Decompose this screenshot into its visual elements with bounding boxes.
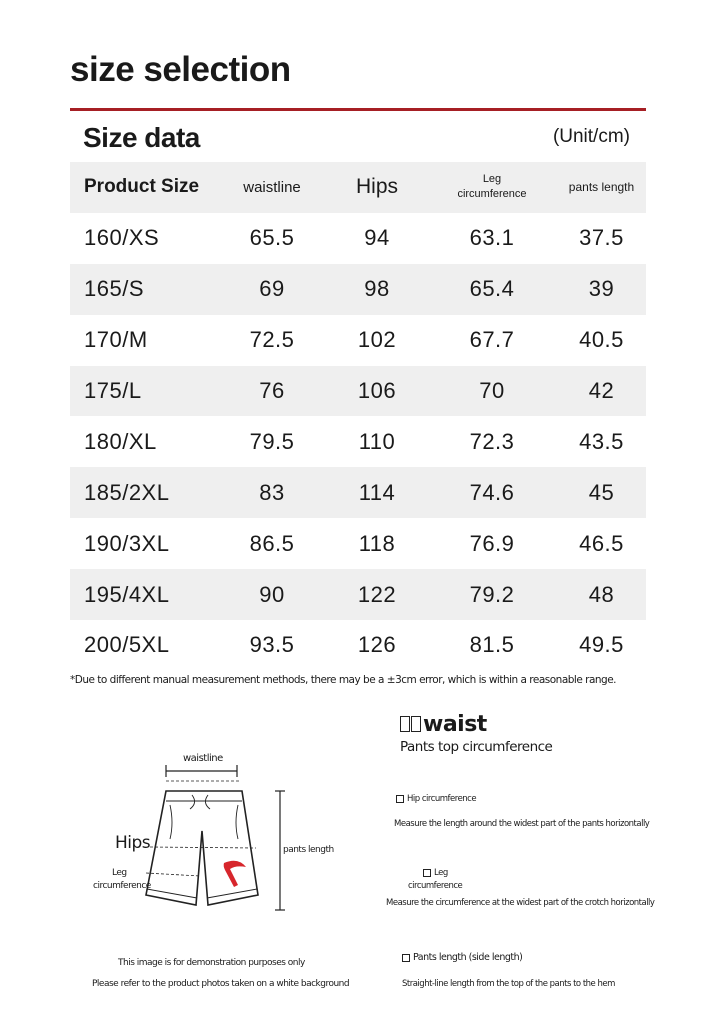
size-table: [70, 162, 646, 671]
demo-note-line1: This image is for demonstration purposes only: [118, 958, 305, 968]
cell-hips: 94: [364, 225, 390, 251]
waist-measure-bracket: [166, 765, 237, 777]
legend-length-title: [402, 952, 522, 963]
table-header-row: [70, 162, 646, 213]
legend-length-title-text: Pants length (side length): [413, 952, 523, 963]
cell-length: 48: [557, 569, 646, 620]
diagram-pants-length-label: pants length: [283, 845, 334, 855]
legend-leg-title-line1: [423, 868, 448, 878]
cell-length: 49.5: [579, 632, 624, 658]
cell-hips: 126: [357, 632, 397, 658]
legend-waist-title-text: waist: [423, 712, 487, 737]
cell-leg: 74.6: [427, 467, 557, 518]
waist-marker-icon: [411, 716, 421, 732]
table-row: [70, 467, 646, 518]
cell-hips: 122: [327, 569, 427, 620]
cell-hips: 114: [327, 467, 427, 518]
cell-waistline: 86.5: [249, 530, 295, 556]
table-row: [70, 213, 646, 264]
cell-size: 160/XS: [84, 225, 160, 251]
page-title: size selection: [70, 50, 291, 89]
cell-length: 39: [557, 264, 646, 315]
measurement-note: *Due to different manual measurement methods, there may be a ±3cm error, which is within a reasonable range.: [70, 674, 617, 686]
legend-length-desc: Straight-line length from the top of the pants to the hem: [402, 979, 615, 989]
cell-leg: 67.7: [469, 327, 515, 353]
cell-hips: 118: [358, 530, 396, 556]
cell-leg: 79.2: [427, 569, 557, 620]
table-row: [70, 264, 646, 315]
header-leg-line2: circumference: [457, 188, 527, 201]
cell-leg: 72.3: [469, 428, 515, 454]
unit-label: (Unit/cm): [552, 126, 630, 147]
header-leg-line1: Leg: [482, 173, 502, 186]
cell-hips: 98: [327, 264, 427, 315]
legend-leg-title-text: Leg: [434, 868, 448, 878]
cell-size: 170/M: [84, 327, 148, 353]
cell-waistline: 90: [217, 569, 327, 620]
cell-leg: 76.9: [469, 530, 515, 556]
header-leg-circumference: [427, 162, 557, 213]
legend-leg-desc: Measure the circumference at the widest part of the crotch horizontally: [386, 898, 655, 908]
cell-waistline: 72.5: [249, 327, 295, 353]
legend-hip-desc: Measure the length around the widest part of the pants horizontally: [394, 819, 650, 829]
diagram-hips-label: Hips: [115, 833, 151, 853]
cell-leg: 70: [427, 366, 557, 417]
table-row: [70, 620, 646, 671]
legend-hip-title-text: Hip circumference: [407, 794, 477, 804]
cell-length: 37.5: [579, 225, 624, 251]
bullet-marker-icon: [402, 954, 410, 962]
cell-waistline: 83: [217, 467, 327, 518]
cell-size: 190/3XL: [84, 530, 170, 556]
legend-leg-title-line2: circumference: [408, 881, 463, 891]
cell-length: 42: [557, 366, 646, 417]
cell-waistline: 93.5: [249, 632, 295, 658]
cell-hips: 102: [357, 327, 397, 353]
cell-size: 180/XL: [84, 428, 157, 454]
diagram-leg-label-line2: circumference: [93, 881, 151, 891]
legend-hip-title: [396, 794, 476, 804]
header-hips: Hips: [327, 162, 427, 213]
cell-leg: 65.4: [427, 264, 557, 315]
cell-length: 46.5: [579, 530, 624, 556]
table-row: [70, 315, 646, 366]
cell-size: 200/5XL: [84, 632, 170, 658]
header-waistline: waistline: [217, 162, 327, 213]
cell-size: 185/2XL: [70, 467, 217, 518]
cell-waistline: 79.5: [249, 428, 295, 454]
cell-length: 45: [557, 467, 646, 518]
diagram-waistline-label: waistline: [183, 753, 223, 764]
bullet-marker-icon: [423, 869, 431, 877]
waist-marker-icon: [400, 716, 410, 732]
header-product-size: Product Size: [70, 162, 217, 213]
bullet-marker-icon: [396, 795, 404, 803]
table-row: [70, 366, 646, 417]
legend-waist-title: [400, 712, 487, 737]
cell-waistline: 76: [217, 366, 327, 417]
cell-hips: 106: [327, 366, 427, 417]
legend-waist-desc: Pants top circumference: [400, 739, 553, 755]
cell-waistline: 69: [217, 264, 327, 315]
table-row: [70, 569, 646, 620]
cell-length: 40.5: [579, 327, 624, 353]
title-divider: [70, 108, 646, 111]
cell-leg: 81.5: [469, 632, 515, 658]
cell-length: 43.5: [579, 428, 624, 454]
cell-leg: 63.1: [469, 225, 515, 251]
cell-size: 165/S: [70, 264, 217, 315]
header-pants-length: pants length: [557, 162, 646, 213]
diagram-leg-label-line1: Leg: [112, 868, 127, 878]
section-heading: Size data: [83, 122, 200, 153]
cell-hips: 110: [358, 428, 396, 454]
table-row: [70, 416, 646, 467]
demo-note-line2: Please refer to the product photos taken on a white background: [92, 979, 350, 989]
cell-size: 195/4XL: [70, 569, 217, 620]
table-row: [70, 518, 646, 569]
cell-waistline: 65.5: [249, 225, 295, 251]
cell-size: 175/L: [70, 366, 217, 417]
